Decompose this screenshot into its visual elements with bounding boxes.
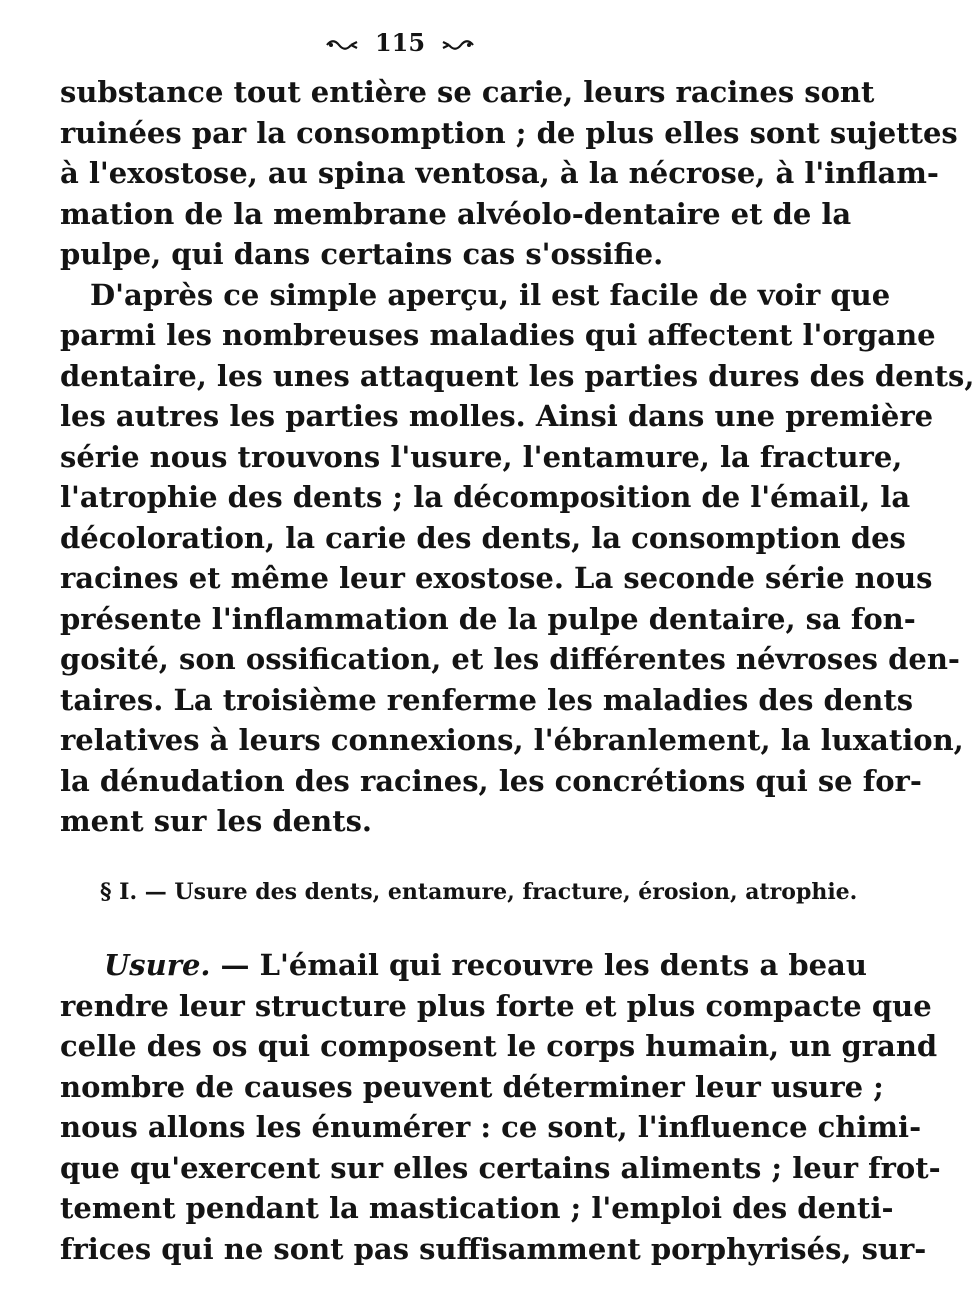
text-line: nombre de causes peuvent déterminer leur usure ; [60, 1069, 884, 1104]
text-line: série nous trouvons l'usure, l'entamure, la fracture, [60, 439, 903, 474]
text-line: gosité, son ossification, et les différentes névroses den- [60, 642, 960, 676]
paragraph-1 [60, 72, 958, 275]
body-text-continued [60, 945, 941, 1269]
text-line: la dénudation des racines, les concrétions qui se for- [60, 763, 922, 798]
first-line-rest: — L'émail qui recouvre les dents a beau [220, 948, 867, 982]
paragraph-2 [60, 275, 974, 842]
text-line-first [60, 945, 867, 986]
paragraph-3 [60, 945, 941, 1269]
text-line: les autres les parties molles. Ainsi dans une première [60, 399, 934, 433]
section-heading: § I. — Usure des dents, entamure, fracture, érosion, atrophie. [100, 879, 858, 905]
text-line: que qu'exercent sur elles certains aliments ; leur frot- [60, 1150, 941, 1185]
text-line: pulpe, qui dans certains cas s'ossifie. [60, 237, 664, 271]
text-line: ruinées par la consomption ; de plus elles sont sujettes [60, 115, 958, 150]
page-number: 115 [374, 28, 426, 57]
text-line: à l'exostose, au spina ventosa, à la nécrose, à l'inflam- [60, 156, 939, 190]
text-line: l'atrophie des dents ; la décomposition de l'émail, la [60, 480, 911, 514]
text-line: taires. La troisième renferme les maladies des dents [60, 682, 914, 717]
text-line: présente l'inflammation de la pulpe dentaire, sa fon- [60, 601, 916, 636]
text-line: frices qui ne sont pas suffisamment porphyrisés, sur- [60, 1231, 927, 1266]
body-text [60, 72, 974, 842]
text-line: celle des os qui composent le corps humain, un grand [60, 1029, 938, 1063]
lead-italic-word: Usure. [104, 948, 211, 982]
text-line: mation de la membrane alvéolo-dentaire et de la [60, 196, 852, 231]
text-line: tement pendant la mastication ; l'emploi des denti- [60, 1191, 894, 1225]
page-header [0, 26, 800, 60]
text-line: relatives à leurs connexions, l'ébranlement, la luxation, [60, 723, 964, 757]
text-line: parmi les nombreuses maladies qui affectent l'organe [60, 318, 936, 352]
right-ornament-icon [441, 38, 475, 52]
text-line: dentaire, les unes attaquent les parties dures des dents, [60, 358, 974, 393]
text-line: racines et même leur exostose. La seconde série nous [60, 561, 933, 595]
text-line: substance tout entière se carie, leurs racines sont [60, 75, 875, 109]
text-line: D'après ce simple aperçu, il est facile de voir que [90, 277, 891, 312]
text-line: rendre leur structure plus forte et plus compacte que [60, 988, 932, 1023]
text-line: ment sur les dents. [60, 804, 373, 838]
left-ornament-icon [325, 38, 359, 52]
text-line: décoloration, la carie des dents, la consomption des [60, 520, 906, 555]
text-line: nous allons les énumérer : ce sont, l'influence chimi- [60, 1110, 922, 1144]
